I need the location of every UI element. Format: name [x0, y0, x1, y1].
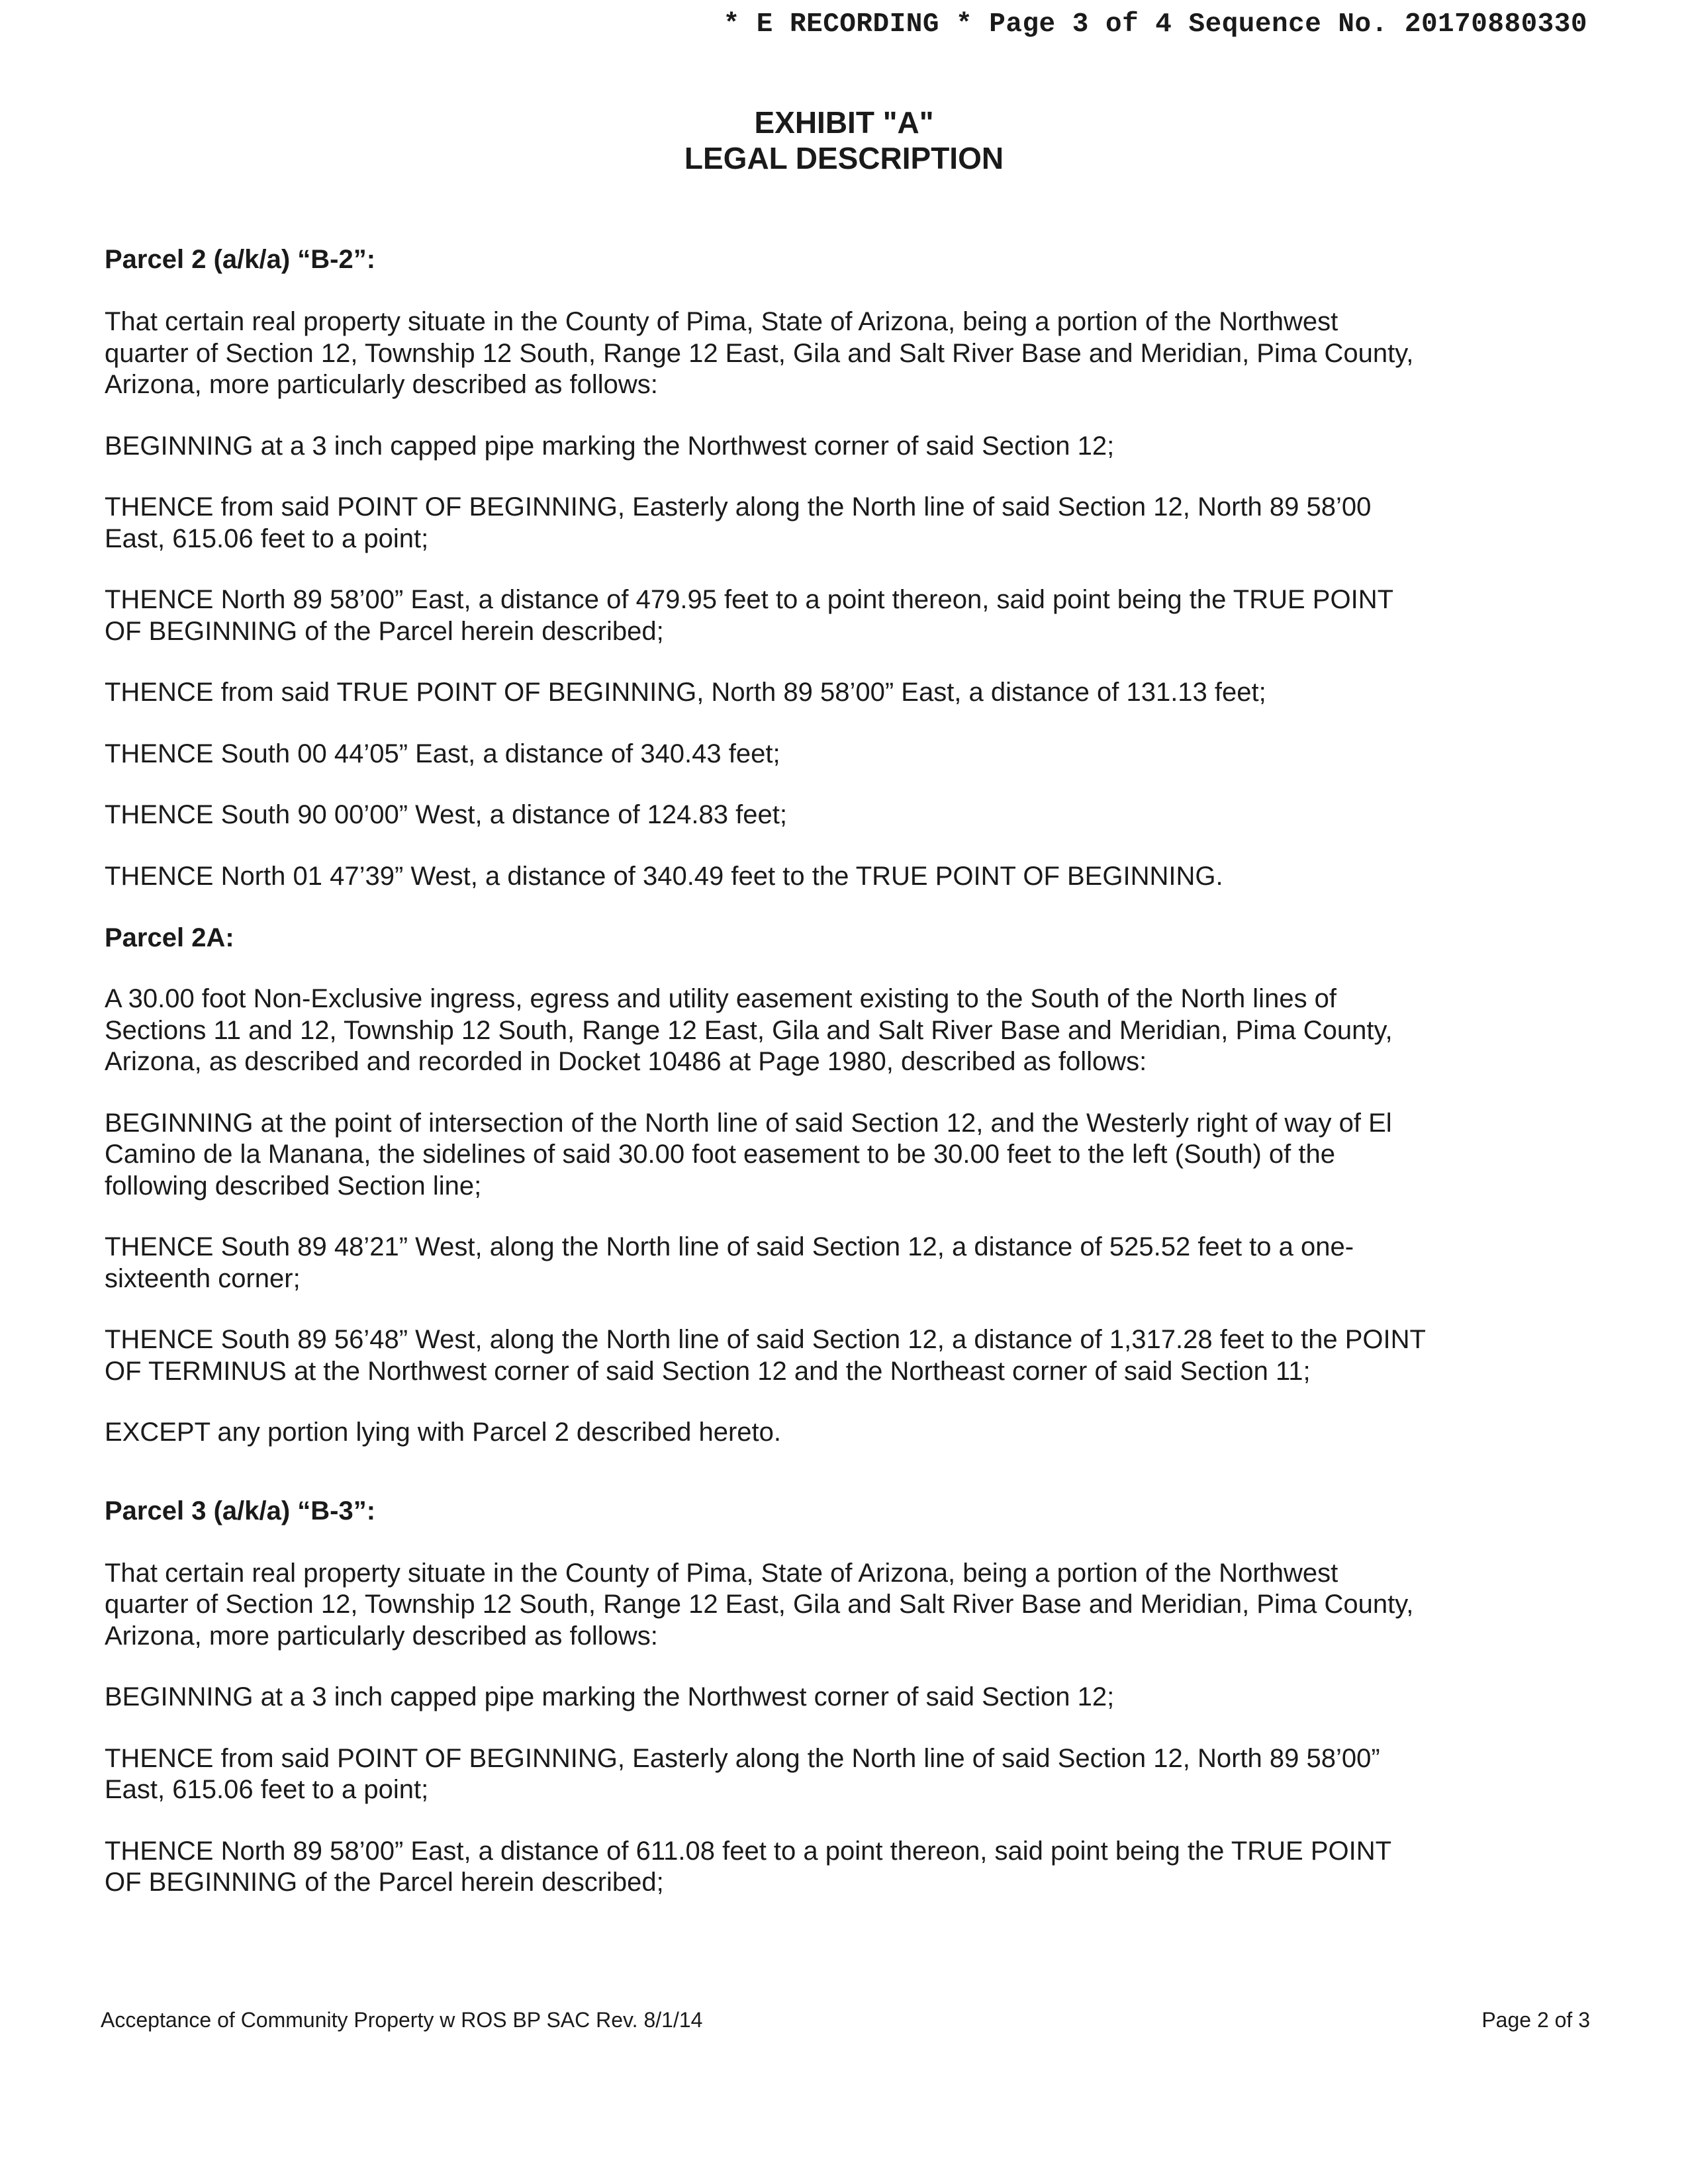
- parcel-2a-paragraph: THENCE South 89 48’21” West, along the North line of said Section 12, a distance of 525.52 feet to a one-sixteenth corner;: [105, 1232, 1354, 1293]
- parcel-2-paragraph: THENCE North 89 58’00” East, a distance of 479.95 feet to a point thereon, said point being the TRUE POINT OF BEGINNING of the Parcel herein described;: [105, 585, 1393, 646]
- parcel-2a-paragraph: A 30.00 foot Non-Exclusive ingress, egress and utility easement existing to the South of the North lines of Sections 11 and 12, Township 12 South, Range 12 East, Gila and Salt River Base and Meridian, Pima County, Arizona, as described and recorded in Docket 10486 at Page 1980, described as follows:: [105, 984, 1393, 1076]
- parcel-3-paragraph: THENCE from said POINT OF BEGINNING, Easterly along the North line of said Section 12, North 89 58’00” East, 615.06 feet to a point;: [105, 1743, 1380, 1804]
- parcel-2-paragraph: THENCE South 90 00’00” West, a distance of 124.83 feet;: [105, 800, 787, 829]
- parcel-2a-heading: Parcel 2A:: [105, 923, 234, 952]
- parcel-2-heading: Parcel 2 (a/k/a) “B-2”:: [105, 245, 376, 274]
- parcel-2-paragraph: THENCE from said TRUE POINT OF BEGINNING, North 89 58’00” East, a distance of 131.13 feet;: [105, 678, 1266, 707]
- parcel-2-paragraph: THENCE from said POINT OF BEGINNING, Easterly along the North line of said Section 12, North 89 58’00 East, 615.06 feet to a point;: [105, 492, 1372, 553]
- parcel-3-heading: Parcel 3 (a/k/a) “B-3”:: [105, 1496, 376, 1525]
- parcel-2-paragraph: THENCE North 01 47’39” West, a distance of 340.49 feet to the TRUE POINT OF BEGINNING.: [105, 861, 1223, 891]
- recording-header: * E RECORDING * Page 3 of 4 Sequence No. 20170880330: [723, 9, 1587, 40]
- footer-form-reference: Acceptance of Community Property w ROS BP SAC Rev. 8/1/14: [101, 2008, 703, 2032]
- parcel-3-paragraph: BEGINNING at a 3 inch capped pipe marking the Northwest corner of said Section 12;: [105, 1682, 1115, 1711]
- parcel-3-paragraph: That certain real property situate in the County of Pima, State of Arizona, being a portion of the Northwest quarter of Section 12, Township 12 South, Range 12 East, Gila and Salt River Base and Meridian, Pima County, Arizona, more particularly described as follows:: [105, 1558, 1414, 1651]
- parcel-2-paragraph: That certain real property situate in the County of Pima, State of Arizona, being a portion of the Northwest quarter of Section 12, Township 12 South, Range 12 East, Gila and Salt River Base and Meridian, Pima County, Arizona, more particularly described as follows:: [105, 307, 1414, 399]
- parcel-2a-paragraph: BEGINNING at the point of intersection of the North line of said Section 12, and the Westerly right of way of El Camino de la Manana, the sidelines of said 30.00 foot easement to be 30.00 feet to the left (South) of the following described Section line;: [105, 1108, 1392, 1201]
- footer-page-number: Page 2 of 3: [1481, 2008, 1590, 2032]
- parcel-2-paragraph: BEGINNING at a 3 inch capped pipe marking the Northwest corner of said Section 12;: [105, 431, 1115, 461]
- exhibit-title-line1: EXHIBIT "A": [754, 105, 934, 140]
- exhibit-title-line2: LEGAL DESCRIPTION: [684, 141, 1004, 175]
- parcel-2a-paragraph: EXCEPT any portion lying with Parcel 2 described hereto.: [105, 1418, 782, 1447]
- parcel-2a-paragraph: THENCE South 89 56’48” West, along the North line of said Section 12, a distance of 1,317.28 feet to the POINT OF TERMINUS at the Northwest corner of said Section 12 and the Northeast corner of said Section 11;: [105, 1325, 1426, 1386]
- parcel-3-paragraph: THENCE North 89 58’00” East, a distance of 611.08 feet to a point thereon, said point being the TRUE POINT OF BEGINNING of the Parcel herein described;: [105, 1836, 1391, 1897]
- legal-description-body: [105, 244, 1429, 1899]
- parcel-2-paragraph: THENCE South 00 44’05” East, a distance of 340.43 feet;: [105, 739, 780, 768]
- exhibit-title: [0, 105, 1688, 176]
